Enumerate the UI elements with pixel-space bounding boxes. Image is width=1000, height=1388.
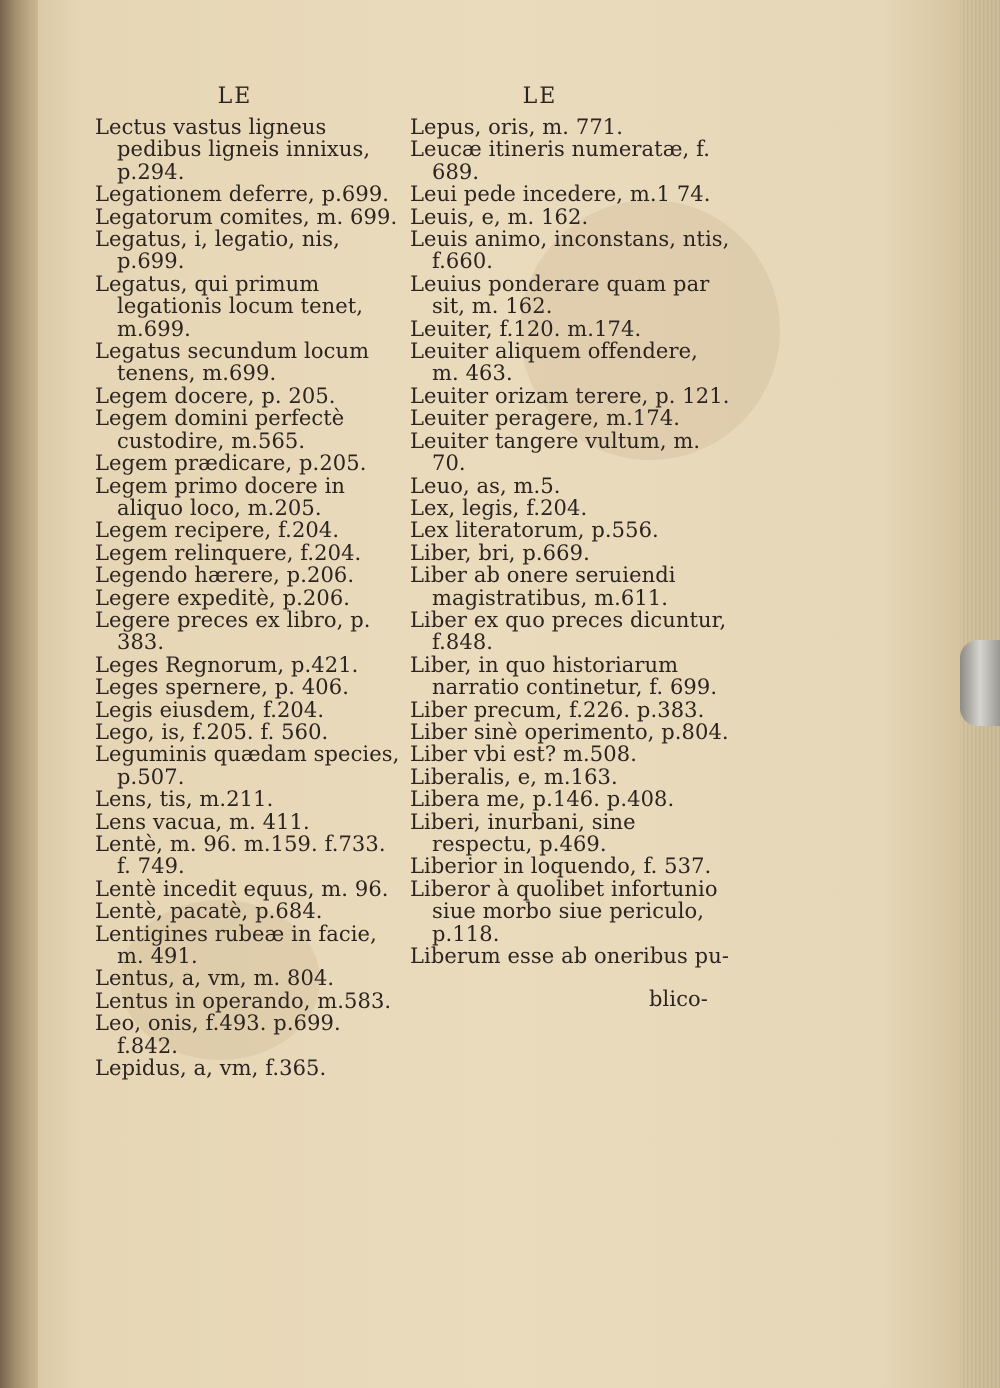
index-entry: Lentigines rubeæ in facie, m. 491.: [95, 921, 377, 969]
index-entry: Liber, bri, p.669.: [410, 540, 590, 565]
catchword: blico-: [649, 987, 708, 1012]
index-entry: Legem domini perfectè custodire, m.565.: [95, 406, 345, 453]
index-entry: Liber, in quo historiarum narratio continetur, f. 699.: [410, 652, 718, 700]
index-entry: Lentè incedit equus, m. 96.: [95, 876, 389, 901]
index-entry: Legem recipere, f.204.: [95, 518, 340, 543]
index-entry: Lentè, pacatè, p.684.: [95, 899, 323, 924]
right-entry-list: [410, 116, 730, 1011]
index-entry: Lentus in operando, m.583.: [95, 988, 392, 1013]
index-entry: Leucæ itineris numeratæ, f. 689.: [410, 137, 710, 184]
index-entry: Leuis animo, inconstans, ntis, f.660.: [410, 227, 730, 274]
index-entry: Lepidus, a, vm, f.365.: [95, 1056, 327, 1081]
index-entry: Leges spernere, p. 406.: [95, 675, 350, 700]
index-entry: Leuius ponderare quam par sit, m. 162.: [410, 271, 710, 319]
index-entry: Legatus secundum locum tenens, m.699.: [95, 339, 370, 386]
index-entry: Legatorum comites, m. 699.: [95, 204, 398, 229]
index-entry: Liberor à quolibet infortunio siue morbo siue periculo, p.118.: [410, 876, 718, 946]
page-clip: [960, 640, 1000, 726]
index-entry: Leui pede incedere, m.1 74.: [410, 182, 711, 207]
index-entry: Legendo hærere, p.206.: [95, 563, 355, 588]
index-entry: Liberalis, e, m.163.: [410, 764, 618, 789]
index-entry: Liber precum, f.226. p.383.: [410, 697, 705, 722]
index-entry: Legere preces ex libro, p. 383.: [95, 607, 371, 655]
index-entry: Lego, is, f.205. f. 560.: [95, 719, 329, 744]
index-entry: Leuiter aliquem offendere, m. 463.: [410, 339, 698, 386]
index-entry: Leuiter tangere vultum, m. 70.: [410, 428, 701, 476]
index-entry: Legationem deferre, p.699.: [95, 182, 390, 207]
index-entry: Libera me, p.146. p.408.: [410, 787, 675, 812]
index-entry: Leguminis quædam species, p.507.: [95, 742, 400, 789]
index-entry: Leo, onis, f.493. p.699. f.842.: [95, 1011, 341, 1058]
index-entry: Liber ex quo preces dicuntur, f.848.: [410, 607, 727, 655]
index-entry: Lepus, oris, m. 771.: [410, 115, 624, 139]
index-entry: Leuiter peragere, m.174.: [410, 406, 681, 431]
index-entry: Liber ab onere seruiendi magistratibus, m.611.: [410, 563, 676, 610]
left-entry-list: [95, 116, 405, 1079]
book-spine-shadow: [0, 0, 38, 1388]
index-entry: Lentè, m. 96. m.159. f.733. f. 749.: [95, 832, 386, 879]
index-entry: Lex, legis, f.204.: [410, 495, 588, 520]
index-entry: Legatus, i, legatio, nis, p.699.: [95, 227, 340, 274]
index-entry: Legem relinquere, f.204.: [95, 540, 362, 565]
index-entry: Lectus vastus ligneus pedibus ligneis innixus, p.294.: [95, 115, 371, 184]
index-entry: Lex literatorum, p.556.: [410, 518, 659, 543]
index-entry: Leuiter orizam terere, p. 121.: [410, 383, 730, 408]
index-entry: Leuiter, f.120. m.174.: [410, 316, 642, 341]
index-entry: Liberi, inurbani, sine respectu, p.469.: [410, 809, 636, 856]
index-entry: Leuis, e, m. 162.: [410, 204, 589, 229]
index-entry: Lens, tis, m.211.: [95, 787, 274, 812]
index-entry: Legatus, qui primum legationis locum tenet, m.699.: [95, 271, 364, 341]
index-entry: Leges Regnorum, p.421.: [95, 652, 359, 677]
index-entry: Legem prædicare, p.205.: [95, 451, 367, 476]
index-entry: Liberior in loquendo, f. 537.: [410, 854, 712, 879]
index-entry: Leuo, as, m.5.: [410, 473, 561, 498]
right-column: [410, 82, 730, 1032]
index-entry: Legem primo docere in aliquo loco, m.205.: [95, 473, 346, 520]
index-entry: Liber vbi est? m.508.: [410, 742, 637, 767]
index-entry: Liberum esse ab oneribus pu-: [410, 944, 730, 969]
left-column-header: LE: [217, 84, 253, 109]
index-entry: Liber sinè operimento, p.804.: [410, 719, 729, 744]
index-entry: Lentus, a, vm, m. 804.: [95, 966, 335, 991]
right-column-header: LE: [522, 84, 558, 109]
index-entry: Legem docere, p. 205.: [95, 383, 336, 408]
index-entry: Legere expeditè, p.206.: [95, 585, 351, 610]
index-entry: Lens vacua, m. 411.: [95, 809, 310, 834]
left-column: [95, 82, 405, 1079]
index-entry: Legis eiusdem, f.204.: [95, 697, 325, 722]
